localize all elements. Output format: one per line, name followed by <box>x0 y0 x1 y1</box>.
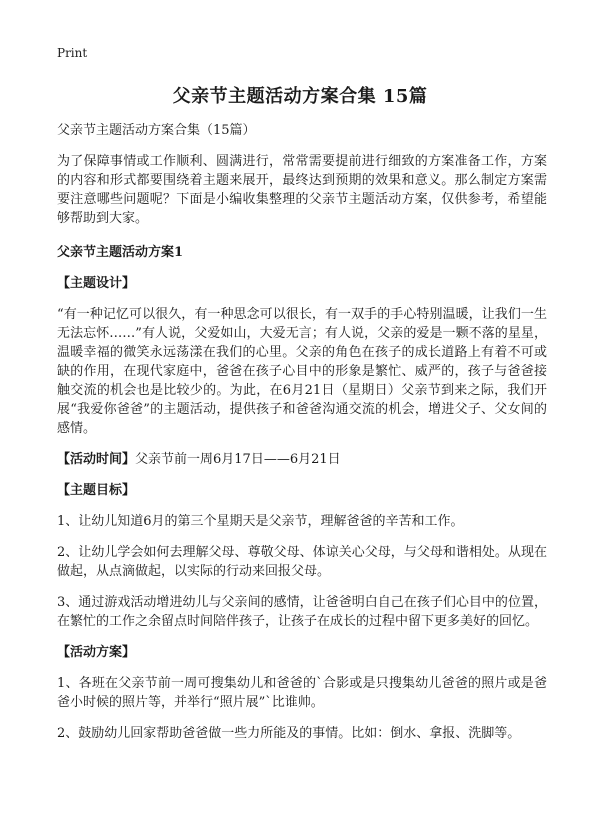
intro-paragraph: 为了保障事情或工作顺利、圆满进行，常常需要提前进行细致的方案准备工作，方案的内容和形式都要围绕着主题来展开，最终达到预期的效果和意义。那么制定方案需要注意哪些问题呢？下面是小编收集整理的父亲节主题活动方案，仅供参考，希望能够帮助到大家。 <box>57 154 547 226</box>
time-heading: 【活动时间】 <box>57 452 136 467</box>
document-subtitle: 父亲节主题活动方案合集（15篇） <box>57 123 256 138</box>
document-body <box>57 121 547 755</box>
print-link[interactable]: Print <box>57 46 88 60</box>
time-text: 父亲节前一周6月17日——6月21日 <box>135 452 341 467</box>
design-paragraph: “有一种记忆可以很久，有一种思念可以很长，有一双手的手心特别温暖，让我们一生无法忘怀……”有人说，父爱如山，大爱无言；有人说，父亲的爱是一颗不落的星星，温暖幸福的微笑永远荡漾在我们的心里。父亲的角色在孩子的成长道路上有着不可或缺的作用，在现代家庭中，爸爸在孩子心目中的形象是繁忙、威严的，孩子与爸爸接触交流的机会也是比较少的。为此，在6月21日（星期日）父亲节到来之际，我们开展“我爱你爸爸”的主题活动，提供孩子和爸爸沟通交流的机会，增进父子、父女间的感情。 <box>57 307 547 436</box>
plan-item: 2、鼓励幼儿回家帮助爸爸做一些力所能及的事情。比如：倒水、拿报、洗脚等。 <box>57 726 521 741</box>
design-heading: 【主题设计】 <box>57 276 136 291</box>
time-line <box>57 450 547 469</box>
goal-item: 1、让幼儿知道6月的第三个星期天是父亲节，理解爸爸的辛苦和工作。 <box>57 514 464 529</box>
goal-item: 3、通过游戏活动增进幼儿与父亲间的感情，让爸爸明白自己在孩子们心目中的位置，在繁忙的工作之余留点时间陪伴孩子，让孩子在成长的过程中留下更多美好的回忆。 <box>57 595 547 629</box>
goal-item: 2、让幼儿学会如何去理解父母、尊敬父母、体谅关心父母，与父母和谐相处。从现在做起，从点滴做起，以实际的行动来回报父母。 <box>57 545 547 579</box>
plan-heading: 【活动方案】 <box>57 645 136 660</box>
section-heading: 父亲节主题活动方案1 <box>57 245 184 260</box>
page-title: 父亲节主题活动方案合集 15篇 <box>172 86 428 107</box>
goals-heading: 【主题目标】 <box>57 483 136 498</box>
plan-item: 1、各班在父亲节前一周可搜集幼儿和爸爸的`合影或是只搜集幼儿爸爸的照片或是爸爸小时候的照片等，并举行“照片展”`比谁帅。 <box>57 676 547 710</box>
